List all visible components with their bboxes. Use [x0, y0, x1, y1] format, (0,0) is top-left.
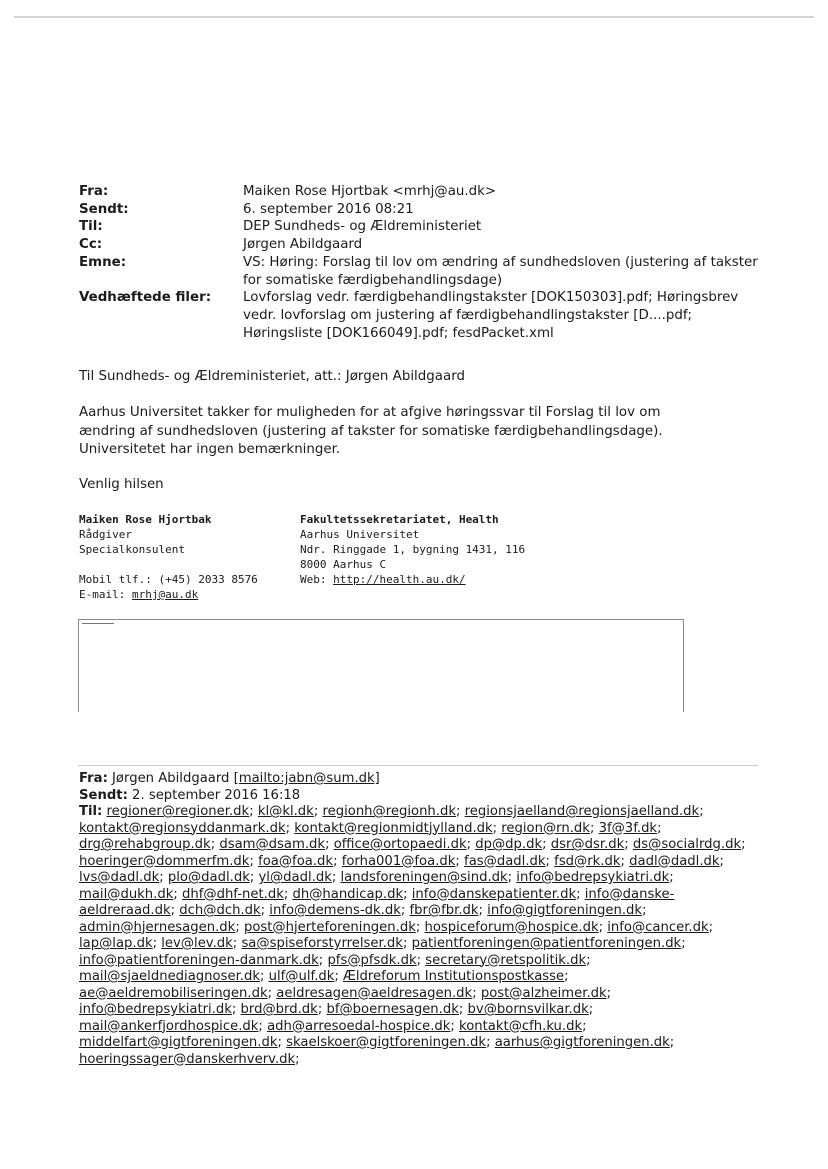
fwd-to-line: [79, 804, 749, 1068]
recipient-email[interactable]: kontakt@cfh.ku.dk: [459, 1018, 583, 1034]
recipient-email[interactable]: foa@foa.dk: [258, 853, 334, 869]
recipient-email[interactable]: mail@ankerfjordhospice.dk: [79, 1018, 259, 1034]
recipient-email[interactable]: office@ortopaedi.dk: [333, 837, 467, 852]
recipient-email[interactable]: dh@handicap.dk: [292, 886, 404, 902]
recipient-email[interactable]: info@demens-dk.dk: [269, 903, 401, 918]
recipient-email[interactable]: regionsjaelland@regionsjaelland.dk: [464, 804, 700, 819]
recipient-email[interactable]: fas@dadl.dk: [464, 853, 546, 869]
cc-label: Cc:: [79, 237, 103, 253]
recipient-email[interactable]: middelfart@gigtforeningen.dk: [79, 1035, 278, 1050]
frame-mark: [82, 623, 114, 624]
signature-city: 8000 Aarhus C: [300, 558, 387, 571]
subject-label: Emne:: [79, 254, 127, 270]
recipient-email[interactable]: regionh@regionh.dk: [322, 804, 456, 819]
recipient-email[interactable]: lvs@dadl.dk: [79, 870, 160, 885]
recipient-email[interactable]: aeldresagen@aeldresagen.dk: [276, 985, 473, 1001]
signature-email-link[interactable]: mrhj@au.dk: [131, 588, 199, 601]
signature-uni: Aarhus Universitet: [300, 528, 420, 541]
forward-separator: [78, 765, 758, 766]
fwd-sent-value: 2. september 2016 16:18: [127, 787, 301, 803]
recipient-email[interactable]: plo@dadl.dk: [167, 870, 250, 885]
fwd-to-label: Til:: [79, 804, 103, 819]
to-label: Til:: [79, 219, 103, 235]
signature-web-line: Web: http://health.au.dk/: [300, 573, 466, 586]
recipient-list: regioner@regioner.dk; kl@kl.dk; regionh@regionh.dk; regionsjaelland@regionsjaelland.dk; kontakt@regionsyddanmark.dk; kontakt@regionmidtjylland.dk; region@rn.dk; 3f@3f.dk; drg@rehabgroup.dk; dsam@dsam.dk; office@ortopaedi.dk; dp@dp.dk; dsr@dsr.dk; ds@socialrdg.dk; hoeringer@dommerfm.dk; foa@foa.dk; forha001@foa.dk; fas@dadl.dk; fsd@rk.dk; dadl@dadl.dk; lvs@dadl.dk; plo@dadl.dk; yl@dadl.dk; landsforeningen@sind.dk; info@bedrepsykiatri.dk; mail@dukh.dk; dhf@dhf-net.dk; dh@handicap.dk; info@danskepatienter.dk; info@danske-aeldreraad.dk; dch@dch.dk; info@demens-dk.dk; fbr@fbr.dk; info@gigtforeningen.dk; admin@hjernesagen.dk; post@hjerteforeningen.dk; hospiceforum@hospice.dk; info@cancer.dk; lap@lap.dk; lev@lev.dk; sa@spiseforstyrrelser.dk; patientforeningen@patientforeningen.dk; info@patientforeningen-danmark.dk; pfs@pfsdk.dk; secretary@retspolitik.dk; mail@sjaeldnediagnoser.dk; ulf@ulf.dk; Ældreforum Institutionspostkasse; ae@aeldremobiliseringen.dk; aeldresagen@aeldresagen.dk; post@alzheimer.dk; info@bedrepsykiatri.dk; brd@brd.dk; bf@boernesagen.dk; bv@bornsvilkar.dk; mail@ankerfjordhospice.dk; adh@arresoedal-hospice.dk; kontakt@cfh.ku.dk; middelfart@gigtforeningen.dk; skaelskoer@gigtforeningen.dk; aarhus@gigtforeningen.dk; hoeringssager@danskerhverv.dk;: [79, 804, 746, 1067]
attachments-label: Vedhæftede filer:: [79, 290, 212, 306]
top-border-line: [14, 16, 814, 18]
signature-title1: Rådgiver: [79, 528, 132, 541]
recipient-email[interactable]: lev@lev.dk: [161, 936, 233, 951]
forwarded-header: [79, 771, 749, 1068]
email-header: [79, 183, 759, 342]
recipient-email[interactable]: post@alzheimer.dk: [480, 985, 607, 1001]
recipient-email[interactable]: adh@arresoedal-hospice.dk: [267, 1018, 451, 1034]
recipient-email[interactable]: bv@bornsvilkar.dk: [467, 1002, 589, 1017]
header-subject-row: [79, 254, 759, 289]
recipient-email[interactable]: lap@lap.dk: [79, 936, 153, 951]
recipient-email[interactable]: dch@dch.dk: [179, 903, 261, 918]
recipient-email[interactable]: info@bedrepsykiatri.dk: [79, 1002, 232, 1017]
recipient-email[interactable]: landsforeningen@sind.dk: [340, 870, 508, 885]
recipient-email[interactable]: patientforeningen@patientforeningen.dk: [411, 936, 682, 951]
header-attachments-row: [79, 289, 759, 342]
recipient-email[interactable]: brd@brd.dk: [240, 1002, 318, 1017]
fwd-from-label: Fra:: [79, 771, 108, 786]
recipient-email[interactable]: mail@sjaeldnediagnoser.dk: [79, 969, 260, 984]
recipient-email[interactable]: forha001@foa.dk: [341, 853, 456, 869]
recipient-email[interactable]: kl@kl.dk: [257, 804, 314, 819]
recipient-email[interactable]: fbr@fbr.dk: [409, 903, 479, 918]
signature-image-frame: [78, 619, 684, 712]
to-value: DEP Sundheds- og Ældreministeriet: [243, 219, 482, 235]
recipient-email[interactable]: admin@hjernesagen.dk: [79, 919, 236, 935]
cc-value: Jørgen Abildgaard: [243, 237, 363, 253]
recipient-email[interactable]: sa@spiseforstyrrelser.dk: [241, 936, 403, 951]
recipient-email[interactable]: info@bedrepsykiatri.dk: [516, 870, 670, 885]
recipient-email[interactable]: skaelskoer@gigtforeningen.dk: [286, 1035, 487, 1050]
recipient-email[interactable]: ds@socialrdg.dk: [632, 837, 742, 852]
recipient-email[interactable]: kontakt@regionmidtjylland.dk: [294, 820, 493, 836]
from-value: Maiken Rose Hjortbak <mrhj@au.dk>: [243, 184, 497, 199]
header-sent-row: [79, 201, 759, 219]
recipient-email[interactable]: drg@rehabgroup.dk: [79, 837, 211, 852]
recipient-email[interactable]: pfs@pfsdk.dk: [327, 952, 417, 968]
closing: Venlig hilsen: [79, 477, 164, 492]
signature-title2: Specialkonsulent: [79, 543, 185, 556]
recipient-email[interactable]: info@danske-aeldreraad.dk: [79, 886, 675, 918]
subject-value: VS: Høring: Forslag til lov om ændring af sundhedsloven (justering af takster for somatiske færdigbehandlingsdage): [243, 254, 758, 288]
signature-email-line: E-mail: mrhj@au.dk: [79, 588, 199, 601]
recipient-email[interactable]: region@rn.dk: [501, 820, 590, 836]
recipient-email[interactable]: post@hjerteforeningen.dk: [243, 919, 416, 935]
sent-value: 6. september 2016 08:21: [243, 201, 414, 217]
signature-address: Ndr. Ringgade 1, bygning 1431, 116: [300, 543, 526, 556]
signature-left: [79, 512, 258, 602]
recipient-email[interactable]: kontakt@regionsyddanmark.dk: [79, 820, 286, 836]
fwd-from-name: Jørgen Abildgaard: [112, 771, 234, 786]
recipient-email[interactable]: yl@dadl.dk: [258, 870, 332, 885]
recipient-email[interactable]: info@danskepatienter.dk: [411, 886, 577, 902]
attachments-value[interactable]: Lovforslag vedr. færdigbehandlingstakster [DOK150303].pdf; Høringsbrev vedr. lovforslag om justering af færdigbehandlingstakster [D....pdf; Høringsliste [DOK166049].pdf; fesdPacket.xml: [243, 290, 739, 341]
signature-org: Fakultetssekretariatet, Health: [300, 513, 499, 526]
recipient-email[interactable]: info@cancer.dk: [607, 919, 709, 935]
fwd-from-line: [79, 771, 749, 788]
salutation: Til Sundheds- og Ældreministeriet, att.: Jørgen Abildgaard: [79, 369, 465, 384]
recipient-email[interactable]: aarhus@gigtforeningen.dk: [494, 1035, 670, 1050]
fwd-mailto-link[interactable]: [mailto:jabn@sum.dk]: [233, 771, 380, 786]
recipient-email[interactable]: 3f@3f.dk: [598, 820, 658, 836]
recipient-email[interactable]: mail@dukh.dk: [79, 886, 174, 902]
recipient-email[interactable]: Ældreforum Institutionspostkasse: [343, 969, 565, 984]
fwd-sent-line: [79, 788, 749, 805]
recipient-email[interactable]: dsam@dsam.dk: [219, 837, 326, 852]
signature-phone: Mobil tlf.: (+45) 2033 8576: [79, 573, 258, 586]
fwd-sent-label: Sendt:: [79, 787, 128, 803]
recipient-email[interactable]: hospiceforum@hospice.dk: [424, 919, 599, 935]
from-label: Fra:: [79, 184, 109, 199]
header-cc-row: [79, 236, 759, 254]
recipient-email[interactable]: info@gigtforeningen.dk: [487, 903, 643, 918]
recipient-email[interactable]: info@patientforeningen-danmark.dk: [79, 952, 319, 968]
signature-web-link[interactable]: http://health.au.dk/: [333, 573, 466, 586]
recipient-email[interactable]: hoeringssager@danskerhverv.dk: [79, 1051, 296, 1067]
recipient-email[interactable]: dp@dp.dk: [475, 837, 543, 852]
body-paragraph: Aarhus Universitet takker for muligheden for at afgive høringssvar til Forslag til lov om ændring af sundhedsloven (justering af takster for somatiske færdigbehandlingsdage). Universitetet har ingen bemærkninger.: [79, 405, 663, 457]
sent-label: Sendt:: [79, 201, 129, 217]
header-to-row: [79, 218, 759, 236]
recipient-email[interactable]: bf@boernesagen.dk: [326, 1002, 459, 1017]
recipient-email[interactable]: dhf@dhf-net.dk: [182, 886, 284, 902]
signature-name: Maiken Rose Hjortbak: [79, 513, 212, 526]
recipient-email[interactable]: dadl@dadl.dk: [629, 853, 720, 869]
recipient-email[interactable]: fsd@rk.dk: [554, 853, 621, 869]
recipient-email[interactable]: regioner@regioner.dk: [106, 804, 250, 819]
signature-right: [300, 512, 525, 587]
recipient-email[interactable]: ae@aeldremobiliseringen.dk: [79, 985, 268, 1001]
header-from-row: [79, 183, 759, 201]
recipient-email[interactable]: dsr@dsr.dk: [550, 837, 625, 852]
recipient-email[interactable]: secretary@retspolitik.dk: [425, 952, 587, 968]
recipient-email[interactable]: ulf@ulf.dk: [268, 969, 335, 984]
recipient-email[interactable]: hoeringer@dommerfm.dk: [79, 853, 250, 869]
